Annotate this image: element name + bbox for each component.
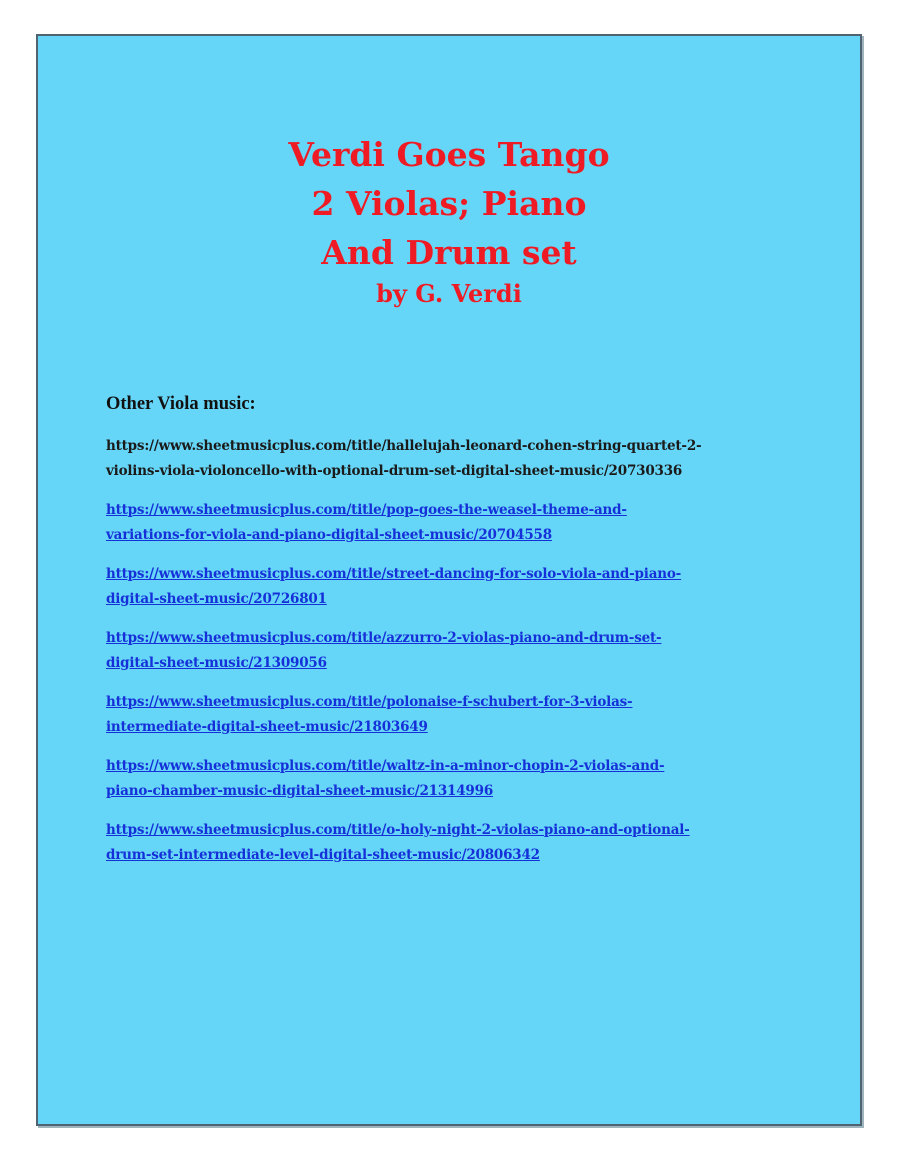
title-block: [38, 130, 860, 311]
title-line-3: And Drum set: [321, 233, 577, 272]
link-azzurro[interactable]: [106, 626, 826, 675]
composer-byline: by G. Verdi: [376, 279, 522, 308]
link-line-2: drum-set-intermediate-level-digital-sheet-music/20806342: [106, 846, 540, 863]
link-hallelujah[interactable]: [106, 434, 826, 483]
link-o-holy-night[interactable]: [106, 818, 826, 867]
link-list: [106, 434, 826, 882]
title-line-2: 2 Violas; Piano: [311, 184, 587, 223]
link-line-2: violins-viola-violoncello-with-optional-drum-set-digital-sheet-music/20730336: [106, 462, 683, 479]
link-waltz-chopin[interactable]: [106, 754, 826, 803]
link-line-2: digital-sheet-music/21309056: [106, 654, 327, 671]
title-line-1: Verdi Goes Tango: [288, 135, 610, 174]
link-line-1: https://www.sheetmusicplus.com/title/waltz-in-a-minor-chopin-2-violas-and-: [106, 758, 665, 774]
link-line-1: https://www.sheetmusicplus.com/title/hallelujah-leonard-cohen-string-quartet-2-: [106, 438, 702, 454]
section-heading: Other Viola music:: [106, 394, 256, 414]
link-polonaise[interactable]: [106, 690, 826, 739]
link-street-dancing[interactable]: [106, 562, 826, 611]
link-line-1: https://www.sheetmusicplus.com/title/street-dancing-for-solo-viola-and-piano-: [106, 566, 682, 582]
link-line-1: https://www.sheetmusicplus.com/title/o-holy-night-2-violas-piano-and-optional-: [106, 822, 690, 838]
link-line-1: https://www.sheetmusicplus.com/title/pop-goes-the-weasel-theme-and-: [106, 502, 627, 518]
link-line-2: intermediate-digital-sheet-music/21803649: [106, 718, 428, 735]
link-line-2: piano-chamber-music-digital-sheet-music/21314996: [106, 782, 494, 799]
link-pop-goes-the-weasel[interactable]: [106, 498, 826, 547]
link-line-1: https://www.sheetmusicplus.com/title/azzurro-2-violas-piano-and-drum-set-: [106, 630, 662, 646]
link-line-2: digital-sheet-music/20726801: [106, 590, 327, 607]
cover-frame: [36, 34, 862, 1126]
link-line-1: https://www.sheetmusicplus.com/title/polonaise-f-schubert-for-3-violas-: [106, 694, 633, 710]
link-line-2: variations-for-viola-and-piano-digital-sheet-music/20704558: [106, 526, 552, 543]
